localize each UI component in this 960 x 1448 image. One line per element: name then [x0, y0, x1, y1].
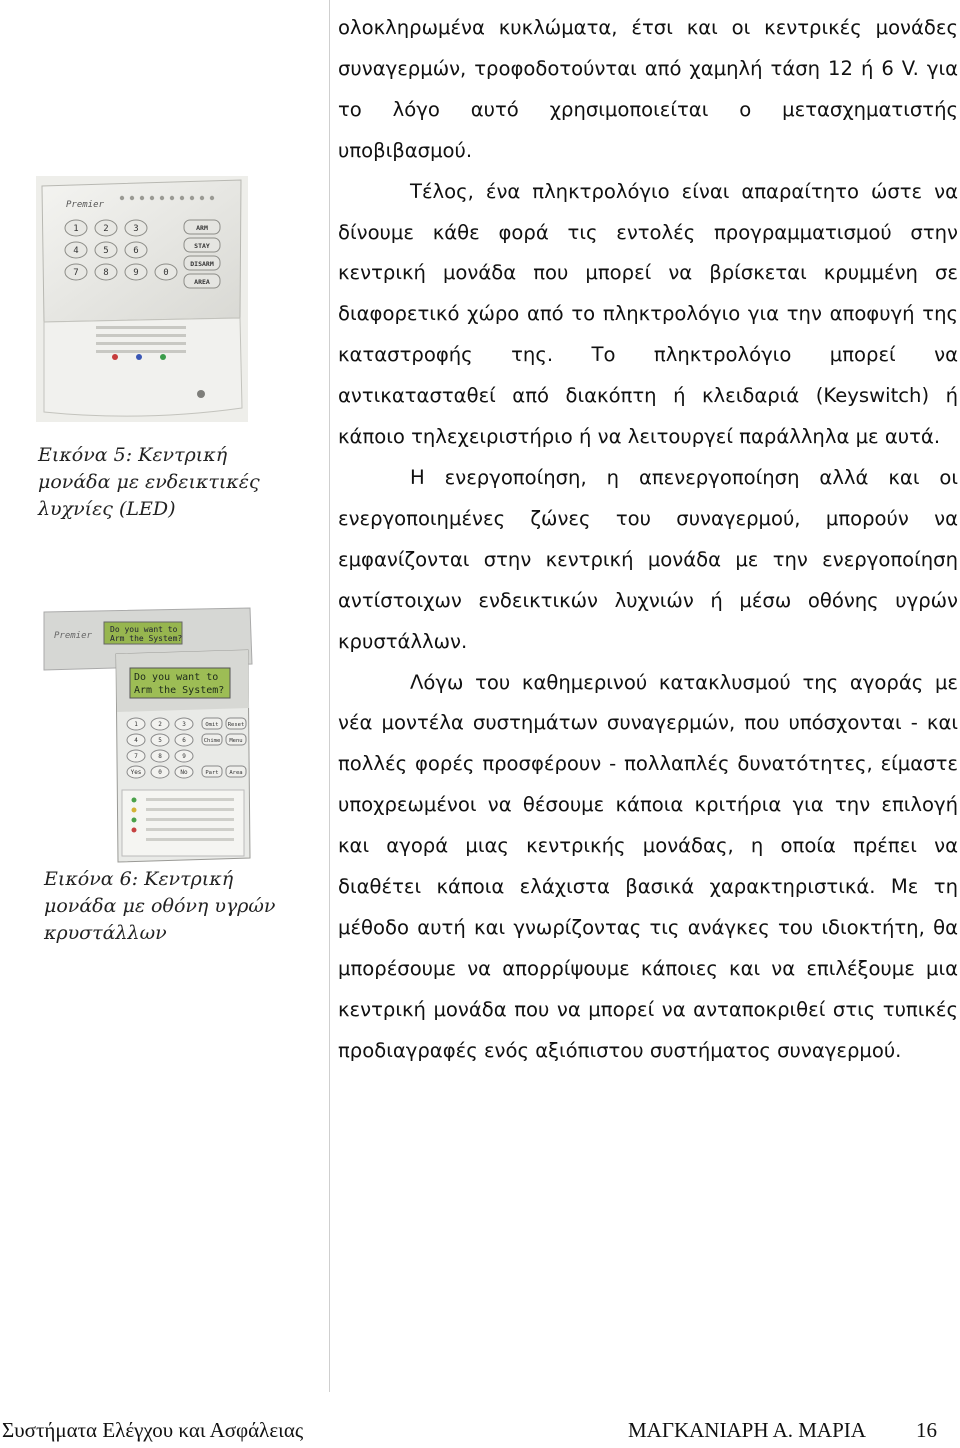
figure-6-caption: Εικόνα 6: Κεντρική μονάδα με οθόνη υγρών κρυστάλλων	[44, 868, 276, 944]
paragraph-3: Η ενεργοποίηση, η απενεργοποίηση αλλά και οι ενεργοποιημένες ζώνες του συναγερμού, μπορούν να εμφανίζονται στην κεντρική μονάδα με την ενεργοποίηση αντίστοιχων ενδεικτικών λυχνιών ή μέσω οθόνης υγρών κρυστάλλων.	[338, 465, 958, 653]
footer-page-number: 16	[916, 1418, 937, 1442]
figure-6-lcd-keypad-image	[42, 606, 254, 864]
column-divider	[329, 0, 330, 1392]
fig6-lcd-line1: Do you want to	[134, 672, 219, 683]
paragraph-1: ολοκληρωμένα κυκλώματα, έτσι και οι κεντρικές μονάδες συναγερμών, τροφοδοτούνται από χαμηλή τάση 12 ή 6 V. για το λόγο αυτό χρησιμοποιείται ο μετασχηματιστής υποβιβασμού.	[338, 16, 958, 162]
footer-title: Συστήματα Ελέγχου και Ασφάλειας	[2, 1418, 304, 1442]
svg-text:2: 2	[103, 224, 109, 234]
svg-text:1: 1	[134, 721, 138, 728]
fig6-lcd-line2: Arm the System?	[134, 685, 225, 696]
svg-text:7: 7	[134, 753, 138, 760]
svg-text:6: 6	[182, 737, 186, 744]
svg-text:8: 8	[103, 268, 109, 278]
fig5-brand: Premier	[66, 200, 104, 210]
svg-text:DISARM: DISARM	[190, 260, 214, 268]
paragraph-4: Λόγω του καθημερινού κατακλυσμού της αγοράς με νέα μοντέλα συστημάτων συναγερμών, που υπόσχονται - και πολλές φορές προσφέρουν - πολλαπλές δυνατότητες, είμαστε υποχρεωμένοι να θέσουμε κάποια κριτήρια για την επιλογή και αγορά μιας κεντρικής μονάδας, η οποία πρέπει να διαθέτει κάποια ελάχιστα βασικά χαρακτηριστικά. Με τη μέθοδο αυτή και γνωρίζοντας τις ανάγκες του ιδιοκτήτη, θα μπορέσουμε να απορρίψουμε κάποιες και να επιλέξουμε μια κεντρική μονάδα που να μπορεί να ανταποκριθεί στις τυπικές προδιαγραφές ενός αξιόπιστου συστήματος συναγερμού.	[338, 670, 958, 1062]
figure-5-caption: Εικόνα 5: Κεντρική μονάδα με ενδεικτικές λυχνίες (LED)	[38, 444, 260, 520]
svg-text:3: 3	[182, 721, 186, 728]
svg-text:6: 6	[133, 246, 139, 256]
svg-text:Menu: Menu	[229, 738, 243, 744]
svg-text:0: 0	[158, 769, 162, 776]
svg-text:STAY: STAY	[194, 242, 210, 250]
svg-text:4: 4	[73, 246, 79, 256]
paragraph-2: Τέλος, ένα πληκτρολόγιο είναι απαραίτητο ώστε να δίνουμε κάθε φορά τις εντολές προγραμματισμού στην κεντρική μονάδα που μπορεί να βρίσκεται κρυμμένη σε διαφορετικό χώρο από το πληκτρολόγιο για την αποφυγή της καταστροφής της. Το πληκτρολόγιο μπορεί να αντικατασταθεί από διακόπτη ή κλειδαριά (Keyswitch) ή κάποιο τηλεχειριστήριο ή να λειτουργεί παράλληλα με αυτά.	[338, 179, 958, 449]
svg-text:5: 5	[158, 737, 162, 744]
svg-text:Yes: Yes	[130, 769, 142, 776]
svg-text:9: 9	[182, 753, 186, 760]
svg-text:0: 0	[163, 268, 169, 278]
svg-text:Reset: Reset	[227, 722, 245, 728]
svg-text:3: 3	[133, 224, 139, 234]
fig6-brand-back: Premier	[54, 631, 92, 641]
footer-author: ΜΑΓΚΑΝΙΑΡΗ Α. ΜΑΡΙΑ	[628, 1418, 866, 1442]
svg-text:ARM: ARM	[196, 224, 208, 232]
svg-text:4: 4	[134, 737, 138, 744]
svg-text:No: No	[180, 769, 188, 776]
figure-5-led-keypad-image	[36, 176, 248, 422]
body-text	[338, 8, 958, 1072]
svg-text:Part: Part	[205, 770, 219, 776]
svg-text:9: 9	[133, 268, 139, 278]
svg-text:5: 5	[103, 246, 109, 256]
svg-text:Chime: Chime	[203, 738, 221, 744]
svg-text:Omit: Omit	[205, 722, 219, 728]
svg-text:2: 2	[158, 721, 162, 728]
svg-text:1: 1	[73, 224, 79, 234]
svg-text:8: 8	[158, 753, 162, 760]
svg-text:AREA: AREA	[194, 278, 210, 286]
svg-text:Area: Area	[229, 770, 243, 776]
svg-text:Do you want to: Do you want to	[110, 625, 178, 634]
svg-text:Arm the System?: Arm the System?	[110, 634, 183, 643]
svg-text:7: 7	[73, 268, 79, 278]
